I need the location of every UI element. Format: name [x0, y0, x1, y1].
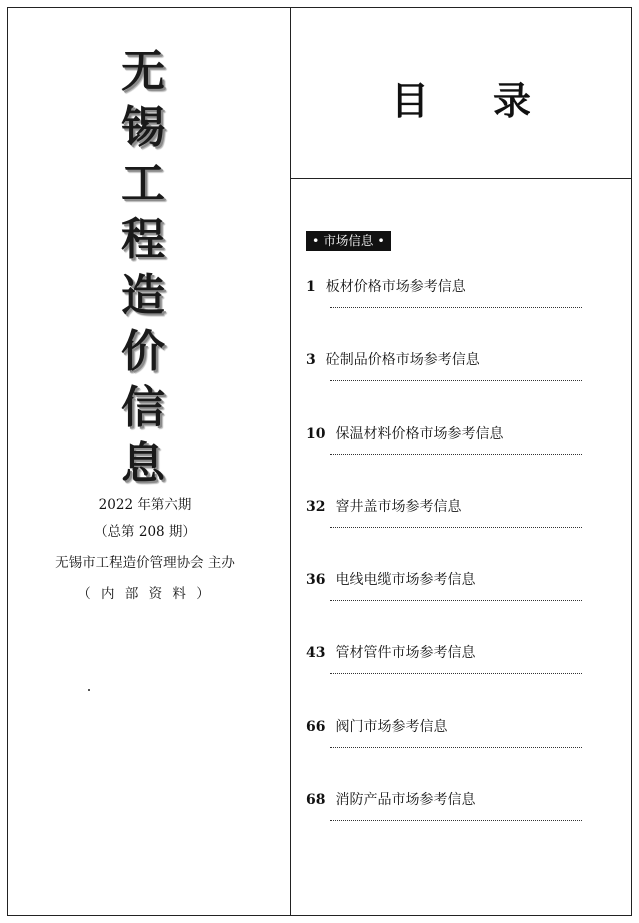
toc-entry-title: 阀门市场参考信息: [335, 718, 448, 735]
scan-speck: [88, 689, 90, 691]
toc-entry-title: 保温材料价格市场参考信息: [335, 425, 504, 442]
dot-leader: [330, 747, 582, 748]
toc-entry-title: 消防产品市场参考信息: [335, 792, 476, 809]
dot-leader: [330, 527, 582, 528]
issue-info: [0, 492, 290, 608]
dot-leader: [330, 307, 582, 308]
toc-entry-title: 管材管件市场参考信息: [335, 645, 476, 662]
toc-entry[interactable]: [306, 496, 586, 569]
toc-page-number: 1: [306, 279, 316, 295]
toc-page-number: 32: [306, 498, 326, 515]
title-char: 无: [121, 46, 165, 97]
toc-page-number: 3: [306, 352, 316, 369]
title-char: 程: [121, 214, 165, 265]
internal-note: （ 内 部 资 料 ）: [77, 586, 213, 602]
title-char: 息: [121, 438, 165, 489]
toc-entry[interactable]: [306, 423, 586, 496]
toc-page-number: 68: [306, 792, 326, 809]
dot-leader: [330, 600, 582, 601]
toc-page-number: 10: [306, 425, 326, 442]
toc-page-number: 36: [306, 572, 326, 589]
toc-entry[interactable]: [306, 349, 586, 422]
toc-heading-char: 录: [493, 78, 532, 123]
toc-entry[interactable]: [306, 276, 586, 349]
toc-header-divider: [290, 178, 632, 179]
publisher: 无锡市工程造价管理协会 主办: [55, 555, 235, 571]
toc-heading: [290, 70, 632, 125]
toc-entry[interactable]: [306, 789, 586, 862]
total-issue-number: （总第 208 期）: [94, 524, 196, 540]
toc-entry-title: 板材价格市场参考信息: [325, 279, 466, 295]
title-char: 信: [121, 382, 165, 433]
toc-entry[interactable]: [306, 642, 586, 715]
section-tag-market-info: • 市场信息 •: [306, 231, 391, 251]
magazine-title: [108, 44, 178, 492]
dot-leader: [330, 380, 582, 381]
toc-page-number: 66: [306, 718, 326, 735]
issue-number: 2022 年第六期: [98, 497, 192, 513]
toc-page-number: 43: [306, 645, 326, 662]
toc-entry-title: 砼制品价格市场参考信息: [325, 352, 480, 369]
column-divider: [290, 7, 291, 916]
dot-leader: [330, 820, 582, 821]
title-char: 价: [121, 326, 165, 377]
toc-entry[interactable]: [306, 716, 586, 789]
title-char: 工: [121, 158, 165, 209]
dot-leader: [330, 454, 582, 455]
title-char: 造: [121, 270, 165, 321]
toc-heading-char: 目: [390, 78, 429, 123]
dot-leader: [330, 673, 582, 674]
title-char: 锡: [121, 102, 165, 153]
toc-entry-title: 电线电缆市场参考信息: [335, 572, 476, 589]
toc-entry[interactable]: [306, 569, 586, 642]
toc-list: [306, 276, 586, 862]
toc-entry-title: 窨井盖市场参考信息: [335, 498, 462, 515]
